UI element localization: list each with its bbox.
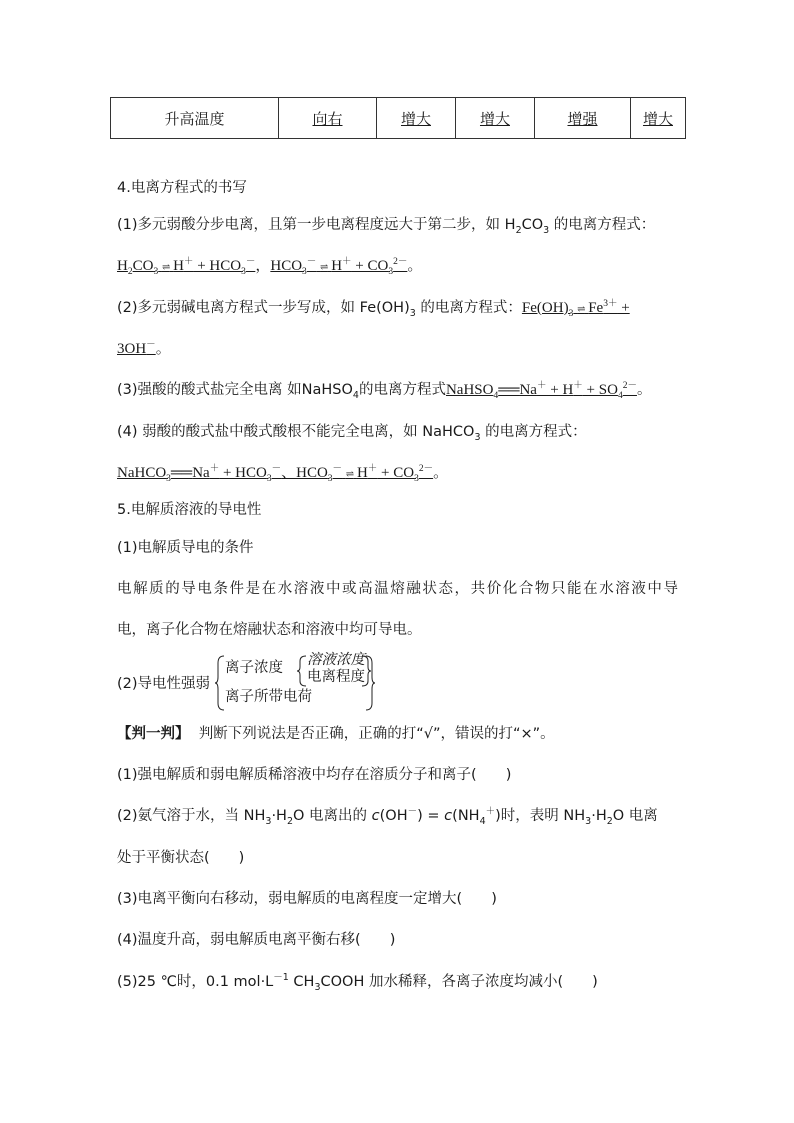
paragraph: (4) 弱酸的酸式盐中酸式酸根不能完全电离，如 NaHCO$_3$ 的电离方程式：: [117, 424, 587, 443]
section-5-title: 5.电解质溶液的导电性: [117, 502, 262, 518]
right-brace-icon: [365, 655, 375, 711]
table-cell: 增大: [631, 98, 686, 139]
table-cell: 升高温度: [111, 98, 279, 139]
paragraph: 电解质的导电条件是在水溶液中或高温熔融状态，共价化合物只能在水溶液中导: [117, 581, 678, 597]
left-brace-icon: [215, 655, 225, 711]
table-cell: 向右: [279, 98, 377, 139]
paragraph: (2)多元弱碱电离方程式一步写成，如 $Fe(OH)_3$ 的电离方程式：$Fe(OH)_3$ ⇌ $Fe^{3+}$ +: [117, 299, 630, 319]
judge-item: (4)温度升高，弱电解质电离平衡右移( ): [117, 932, 396, 948]
brace-item: 离子浓度: [225, 660, 283, 676]
paragraph: (1)电解质导电的条件: [117, 540, 254, 556]
summary-table: [110, 97, 686, 139]
equation: 3OH－。: [117, 340, 171, 357]
brace-item: 溶液浓度: [307, 652, 365, 668]
equation: $H_2CO_3$ ⇌ $H^+ + HCO_3^-$，$HCO_3^-$ ⇌ $H^+ + CO_3^{2-}$。: [117, 257, 423, 277]
equation: NaHCO$_3$══Na＋ + $HCO_3^-$、$HCO_3^-$ ⇌ $H^+ + CO_3^{2-}$。: [117, 464, 449, 484]
paragraph: 电，离子化合物在熔融状态和溶液中均可导电。: [117, 622, 422, 638]
judge-item: 处于平衡状态( ): [117, 850, 245, 866]
section-4-title: 4.电离方程式的书写: [117, 180, 247, 196]
brace-item: 电离程度: [307, 669, 365, 685]
judge-item: (2)氨气溶于水，当 $NH_3\cdot H_2O$ 电离出的 $c(OH^-) = c(NH_4^+)$时，表明 $NH_3\cdot H_2O$ 电离: [117, 806, 658, 827]
table-row: [111, 98, 686, 139]
paragraph: (1)多元弱酸分步电离，且第一步电离程度远大于第二步，如 $H_2CO_3$ 的电离方程式：: [117, 217, 656, 236]
table-cell: 增强: [535, 98, 631, 139]
paragraph: (3)强酸的酸式盐完全电离 如NaHSO$_4$的电离方程式NaHSO$_4$══Na＋ + $H^+ + SO_4^{2-}$。: [117, 381, 652, 401]
brace-item: 离子所带电荷: [225, 689, 312, 705]
table-cell: 增大: [456, 98, 535, 139]
judge-item: (3)电离平衡向右移动，弱电解质的电离程度一定增大( ): [117, 891, 497, 907]
table-cell: 增大: [377, 98, 456, 139]
judge-intro: 【判一判】 判断下列说法是否正确，正确的打“√”，错误的打“×”。: [117, 726, 555, 742]
judge-item: (5)25 ℃时，0.1 $mol\cdot L^{-1}$ $CH_3COOH$ 加水稀释，各离子浓度均减小( ): [117, 972, 598, 993]
judge-item: (1)强电解质和弱电解质稀溶液中均存在溶质分子和离子( ): [117, 767, 512, 783]
left-brace-icon: [297, 655, 307, 687]
brace-label: (2)导电性强弱: [117, 676, 211, 692]
